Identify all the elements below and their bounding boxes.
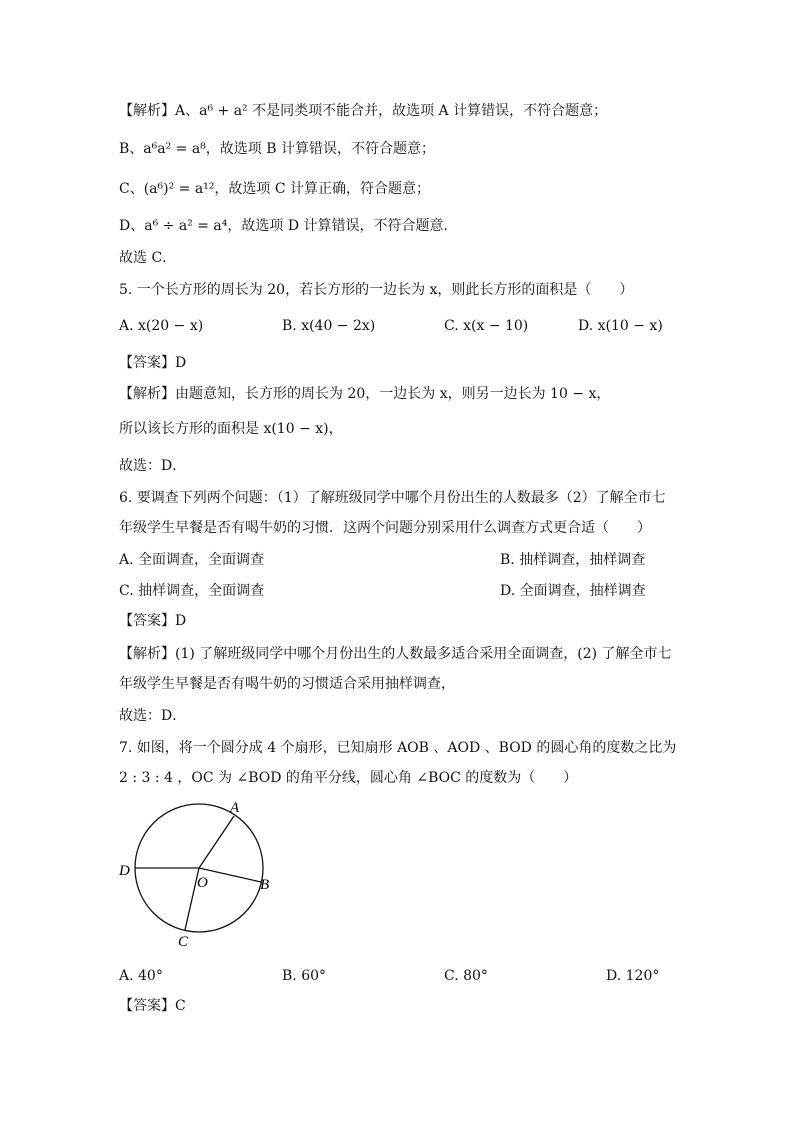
q6-conclusion: 故选：D． [119, 708, 187, 724]
q5-stem: 5. 一个长方形的周长为 20，若长方形的一边长为 x，则此长方形的面积是（ ） [119, 282, 634, 298]
q7-option-a: A. 40° [119, 968, 163, 984]
q4-analysis-d: D、a⁶ ÷ a² = a⁴，故选项 D 计算错误，不符合题意． [119, 218, 458, 234]
label-o: O [197, 875, 208, 891]
q4-analysis-b: B、a⁶a² = a⁸，故选项 B 计算错误，不符合题意； [119, 141, 435, 157]
q6-answer: 【答案】D [119, 613, 187, 629]
radius-ob [199, 868, 261, 882]
q5-analysis-1: 【解析】由题意知，长方形的周长为 20，一边长为 x，则另一边长为 10 − x， [119, 386, 611, 402]
q6-option-b: B. 抽样调查，抽样调查 [500, 552, 646, 568]
q4-analysis-a: 【解析】A、a⁶ + a² 不是同类项不能合并，故选项 A 计算错误，不符合题意； [119, 103, 608, 119]
q5-conclusion: 故选：D． [119, 458, 187, 474]
q7-option-b: B. 60° [282, 968, 327, 984]
label-c: C [178, 934, 189, 950]
q6-stem-2: 年级学生早餐是否有喝牛奶的习惯．这两个问题分别采用什么调查方式更合适（ ） [119, 520, 651, 536]
q7-option-c: C. 80° [444, 968, 488, 984]
q4-conclusion: 故选 C． [119, 250, 177, 266]
q6-stem-1: 6. 要调查下列两个问题：（1）了解班级同学中哪个月份出生的人数最多（2）了解全市七 [119, 490, 666, 506]
q6-analysis-2: 年级学生早餐是否有喝牛奶的习惯适合采用抽样调查， [119, 676, 455, 692]
q7-answer: 【答案】C [119, 998, 186, 1014]
q5-option-a: A. x(20 − x) [119, 318, 204, 334]
q4-analysis-c: C、(a⁶)² = a¹²，故选项 C 计算正确，符合题意； [119, 181, 431, 197]
q6-analysis-1: 【解析】(1) 了解班级同学中哪个月份出生的人数最多适合采用全面调查，(2) 了解全市七 [119, 646, 672, 662]
q6-option-c: C. 抽样调查，全面调查 [119, 583, 265, 599]
q5-option-b: B. x(40 − 2x) [282, 318, 376, 334]
q7-option-d: D. 120° [606, 968, 660, 984]
label-a: A [230, 800, 240, 816]
q5-option-d: D. x(10 − x) [578, 318, 663, 334]
q5-analysis-2: 所以该长方形的面积是 x(10 − x)， [119, 421, 343, 437]
label-d: D [119, 863, 130, 879]
q5-option-c: C. x(x − 10) [444, 318, 529, 334]
radius-oa [199, 816, 234, 868]
q6-option-a: A. 全面调查，全面调查 [119, 552, 265, 568]
q7-stem-2: 2 : 3 : 4 ，OC 为 ∠BOD 的角平分线，圆心角 ∠BOC 的度数为（ ） [119, 770, 578, 786]
q6-option-d: D. 全面调查，抽样调查 [500, 583, 646, 599]
q5-answer: 【答案】D [119, 355, 187, 371]
label-b: B [260, 877, 270, 893]
q7-circle-figure [112, 796, 282, 952]
q7-stem-1: 7. 如图，将一个圆分成 4 个扇形，已知扇形 AOB 、AOD 、BOD 的圆心角的度数之比为 [119, 740, 677, 756]
